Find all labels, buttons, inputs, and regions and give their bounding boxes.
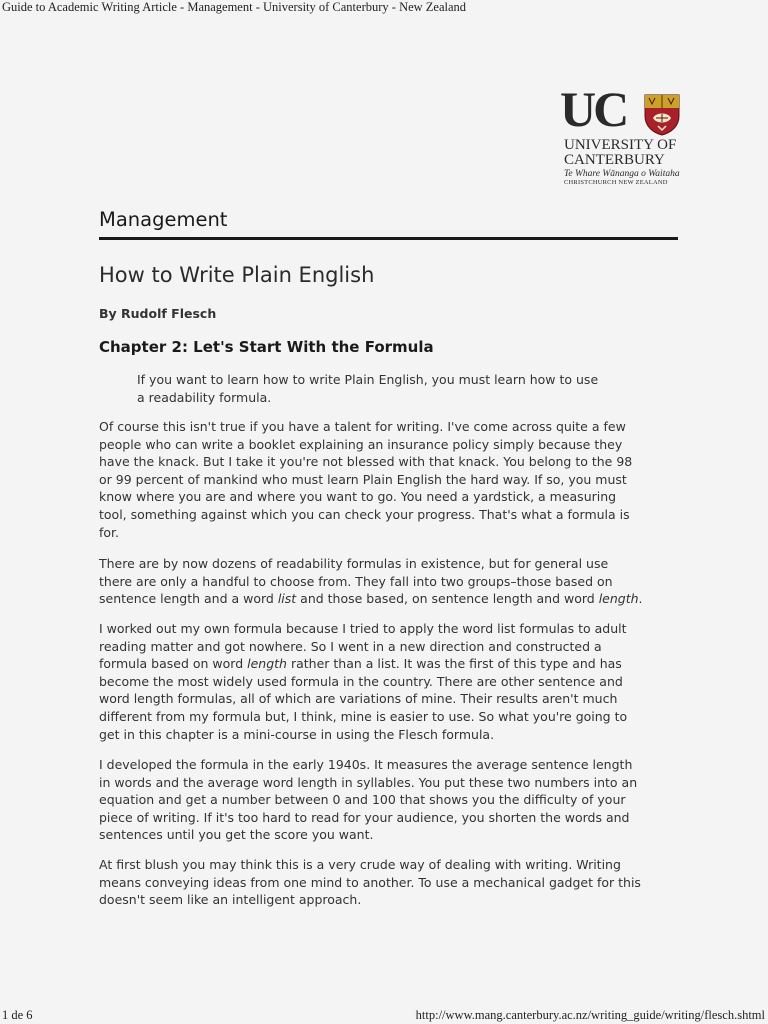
paragraph-line: sentences until you get the score you want. bbox=[99, 827, 374, 843]
paragraph-line: equation and get a number between 0 and 100 that shows you the difficulty of your bbox=[99, 792, 626, 808]
paragraph-line: get in this chapter is a mini-course in using the Flesch formula. bbox=[99, 726, 495, 742]
paragraph-line: for. bbox=[99, 524, 120, 540]
paragraph-line bbox=[99, 590, 659, 608]
paragraph-line: tool, something against which you can check your progress. That's what a formula is bbox=[99, 506, 630, 522]
paragraph-line: I worked out my own formula because I tried to apply the word list formulas to adult bbox=[99, 621, 627, 636]
emphasis-length: length bbox=[247, 656, 287, 672]
article-title: How to Write Plain English bbox=[99, 263, 375, 287]
text-run: rather than a list. It was the first of this type and has bbox=[286, 656, 622, 672]
intro-quote bbox=[137, 371, 637, 406]
logo-maori-name: Te Whare Wānanga o Waitaha bbox=[564, 169, 680, 179]
text-run: . bbox=[638, 591, 643, 607]
paragraph-line: different from my formula but, I think, mine is easier to use. So what you're going to bbox=[99, 708, 628, 724]
paragraph-line: I developed the formula in the early 1940s. It measures the average sentence length bbox=[99, 757, 633, 772]
page-url: http://www.mang.canterbury.ac.nz/writing_guide/writing/flesch.shtml bbox=[415, 1008, 765, 1022]
paragraph-line: or 99 percent of mankind who must learn Plain English the hard way. If so, you must bbox=[99, 471, 627, 487]
section-divider bbox=[99, 237, 678, 240]
paragraph-line: means conveying ideas from one mind to another. To use a mechanical gadget for this bbox=[99, 874, 641, 890]
text-run: and those based, on sentence length and word bbox=[296, 591, 599, 607]
university-crest-icon bbox=[644, 94, 680, 136]
paragraph-1 bbox=[99, 418, 659, 541]
text-run: formula based on word bbox=[99, 656, 248, 672]
paragraph-2 bbox=[99, 555, 659, 608]
paragraph-line: piece of writing. If it's too hard to read for your audience, you shorten the words and bbox=[99, 809, 630, 825]
paragraph-line: know where you are and where you want to go. You need a yardstick, a measuring bbox=[99, 489, 617, 505]
paragraph-line: At first blush you may think this is a very crude way of dealing with writing. Writing bbox=[99, 857, 621, 872]
emphasis-length: length bbox=[598, 591, 639, 607]
paragraph-line bbox=[99, 655, 659, 673]
logo-university-of: UNIVERSITY OF bbox=[564, 137, 677, 153]
logo-canterbury: CANTERBURY bbox=[564, 152, 665, 168]
paragraph-line: word length formulas, all of which are variations of mine. Their results aren't much bbox=[99, 691, 618, 707]
paragraph-4 bbox=[99, 756, 659, 844]
print-header: Guide to Academic Writing Article - Management - University of Canterbury - New Zealand bbox=[2, 0, 467, 14]
paragraph-line: reading matter and got nowhere. So I went in a new direction and constructed a bbox=[99, 638, 602, 654]
page-number: 1 de 6 bbox=[2, 1008, 33, 1022]
paragraph-line: Of course this isn't true if you have a talent for writing. I've come across quite a few bbox=[99, 419, 626, 434]
quote-line: If you want to learn how to write Plain English, you must learn how to use bbox=[137, 372, 599, 387]
paragraph-line: become the most widely used formula in the country. There are other sentence and bbox=[99, 673, 623, 689]
university-logo[interactable] bbox=[560, 81, 682, 188]
logo-initials: UC bbox=[560, 81, 627, 137]
paragraph-line: have the knack. But I take it you're not blessed with that knack. You belong to the 98 bbox=[99, 454, 633, 470]
paragraph-3 bbox=[99, 620, 659, 743]
paragraph-line: people who can write a booklet explaining an insurance policy simply because they bbox=[99, 436, 623, 452]
logo-city: CHRISTCHURCH NEW ZEALAND bbox=[564, 179, 668, 186]
paragraph-line: there are only a handful to choose from. They fall into two groups–those based on bbox=[99, 573, 613, 589]
paragraph-5 bbox=[99, 856, 659, 909]
text-run: sentence length and a word bbox=[99, 591, 278, 607]
quote-line: a readability formula. bbox=[137, 389, 272, 405]
section-title: Management bbox=[99, 208, 228, 231]
paragraph-line: doesn't seem like an intelligent approach. bbox=[99, 892, 362, 908]
chapter-heading: Chapter 2: Let's Start With the Formula bbox=[99, 338, 434, 356]
article-author: By Rudolf Flesch bbox=[99, 306, 217, 321]
paragraph-line: in words and the average word length in syllables. You put these two numbers into an bbox=[99, 774, 638, 790]
paragraph-line: There are by now dozens of readability formulas in existence, but for general use bbox=[99, 556, 609, 571]
emphasis-list: list bbox=[277, 591, 297, 607]
